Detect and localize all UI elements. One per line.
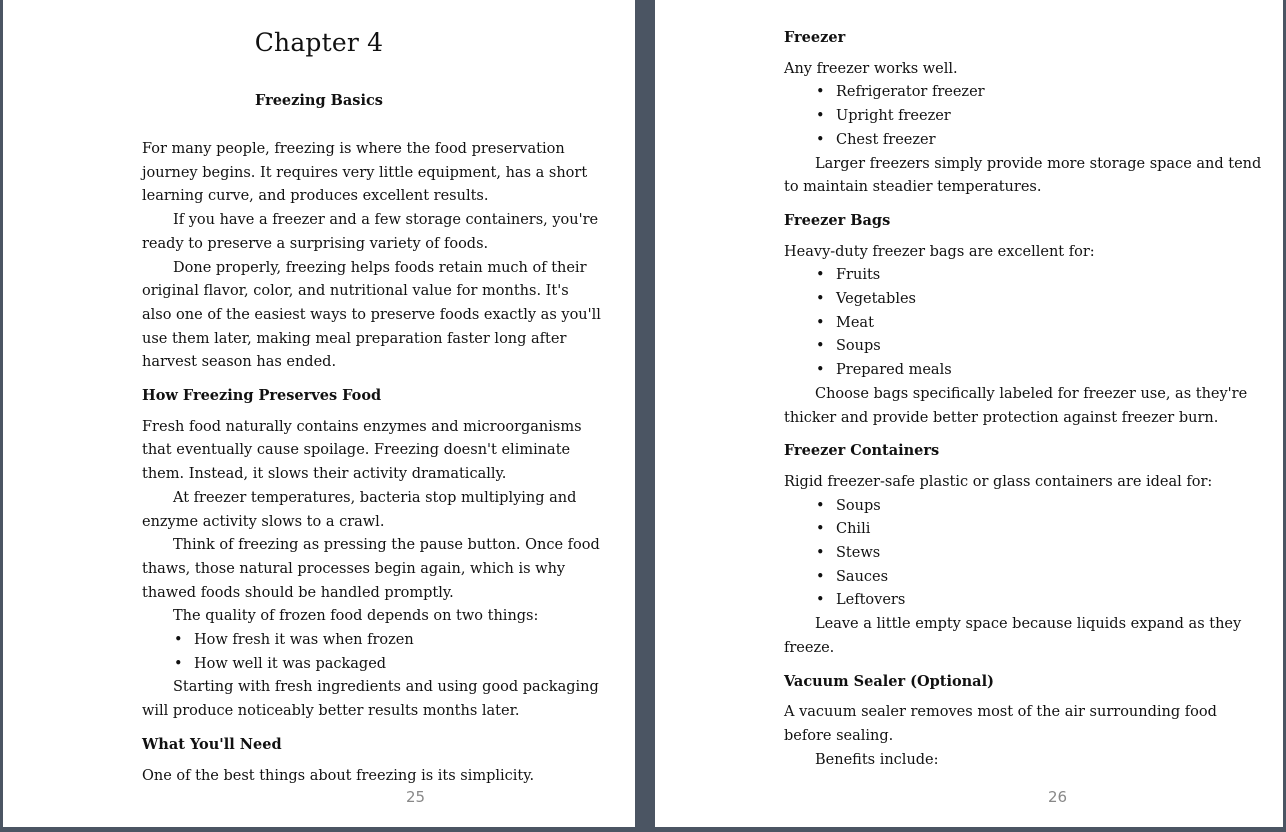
paragraph: The quality of frozen food depends on two things:: [173, 608, 539, 625]
bullet-icon: •: [816, 338, 825, 355]
bullet-list: [142, 629, 602, 676]
section-heading: Freezer: [784, 29, 846, 46]
list-item: [816, 129, 1264, 153]
list-item: [174, 629, 602, 653]
paragraph: One of the best things about freezing is its simplicity.: [142, 767, 535, 784]
chapter-title: Chapter 4: [254, 28, 384, 57]
bullet-icon: •: [816, 521, 825, 538]
list-item-text: Soups: [836, 338, 881, 355]
bullet-icon: •: [174, 632, 183, 649]
right-page-body: [784, 26, 1264, 772]
bullet-icon: •: [816, 545, 825, 562]
bullet-icon: •: [816, 568, 825, 585]
list-item: [816, 105, 1264, 129]
list-item-text: Prepared meals: [836, 362, 952, 379]
section-heading: How Freezing Preserves Food: [142, 387, 382, 405]
bullet-list: [784, 495, 1264, 614]
paragraph: Starting with fresh ingredients and using good packaging will produce noticeably better results months later.: [142, 679, 599, 720]
paragraph: Rigid freezer-safe plastic or glass containers are ideal for:: [784, 473, 1213, 490]
list-item: [816, 518, 1264, 542]
list-item: [816, 81, 1264, 105]
paragraph: For many people, freezing is where the food preservation journey begins. It requires very little equipment, has a short learning curve, and produces excellent results.: [142, 141, 588, 205]
list-item-text: Sauces: [836, 568, 889, 585]
section-heading: Freezer Containers: [784, 442, 940, 460]
paragraph: Think of freezing as pressing the pause button. Once food thaws, those natural processes begin again, which is why thawed foods should be handled promptly.: [142, 537, 600, 601]
paragraph: A vacuum sealer removes most of the air surrounding food before sealing.: [784, 704, 1217, 744]
paragraph: If you have a freezer and a few storage containers, you're ready to preserve a surprising variety of foods.: [142, 212, 599, 252]
list-item-text: Meat: [836, 314, 874, 331]
page-number-right: 26: [1048, 788, 1068, 806]
left-page-body: [142, 138, 602, 788]
paragraph: Fresh food naturally contains enzymes and microorganisms that eventually cause spoilage. Freezing doesn't eliminate them. Instead, it slows their activity dramatically.: [142, 418, 582, 483]
paragraph: Done properly, freezing helps foods retain much of their original flavor, color, and nutritional value for months. It's also one of the easiest ways to preserve foods exactly as you'll use them later, making meal preparation faster long after harvest season has ended.: [142, 259, 601, 371]
list-item-text: Chest freezer: [836, 131, 936, 148]
paragraph: At freezer temperatures, bacteria stop multiplying and enzyme activity slows to a crawl.: [142, 489, 577, 530]
bullet-icon: •: [816, 592, 825, 609]
list-item: [816, 264, 1264, 288]
section-heading: What You'll Need: [142, 735, 282, 753]
page-number-left: 25: [406, 788, 426, 806]
list-item: [174, 653, 602, 677]
list-item-text: Vegetables: [836, 291, 916, 308]
list-item-text: How well it was packaged: [194, 655, 387, 672]
paragraph: Heavy-duty freezer bags are excellent for:: [784, 243, 1095, 260]
list-item: [816, 288, 1264, 312]
list-item: [816, 542, 1264, 566]
list-item-text: Stews: [836, 545, 881, 562]
bullet-list: [784, 81, 1264, 152]
page-right: [655, 0, 1283, 827]
bullet-icon: •: [816, 131, 825, 148]
list-item-text: Upright freezer: [836, 108, 951, 125]
paragraph: Choose bags specifically labeled for freezer use, as they're thicker and provide better protection against freezer burn.: [784, 385, 1248, 426]
list-item-text: Soups: [836, 497, 881, 514]
bullet-icon: •: [816, 84, 825, 101]
bullet-icon: •: [174, 655, 183, 672]
list-item: [816, 312, 1264, 336]
section-heading: Vacuum Sealer (Optional): [784, 672, 994, 690]
list-item: [816, 335, 1264, 359]
list-item: [816, 566, 1264, 590]
bullet-icon: •: [816, 108, 825, 125]
list-item-text: Fruits: [836, 267, 881, 284]
paragraph: Leave a little empty space because liquids expand as they freeze.: [784, 616, 1242, 656]
paragraph: Larger freezers simply provide more storage space and tend to maintain steadier temperatures.: [784, 155, 1262, 196]
bullet-icon: •: [816, 267, 825, 284]
paragraph: Any freezer works well.: [784, 60, 958, 77]
bullet-icon: •: [816, 314, 825, 331]
list-item: [816, 359, 1264, 383]
list-item: [816, 589, 1264, 613]
bullet-icon: •: [816, 291, 825, 308]
list-item-text: Leftovers: [836, 592, 906, 609]
section-heading: Freezer Bags: [784, 211, 891, 229]
list-item-text: Chili: [836, 521, 871, 538]
chapter-subtitle: Freezing Basics: [255, 92, 383, 109]
list-item-text: How fresh it was when frozen: [194, 632, 414, 649]
bullet-list: [784, 264, 1264, 383]
bullet-icon: •: [816, 497, 825, 514]
bullet-icon: •: [816, 362, 825, 379]
list-item-text: Refrigerator freezer: [836, 84, 985, 101]
list-item: [816, 495, 1264, 519]
paragraph: Benefits include:: [815, 751, 939, 768]
page-left: [3, 0, 635, 827]
